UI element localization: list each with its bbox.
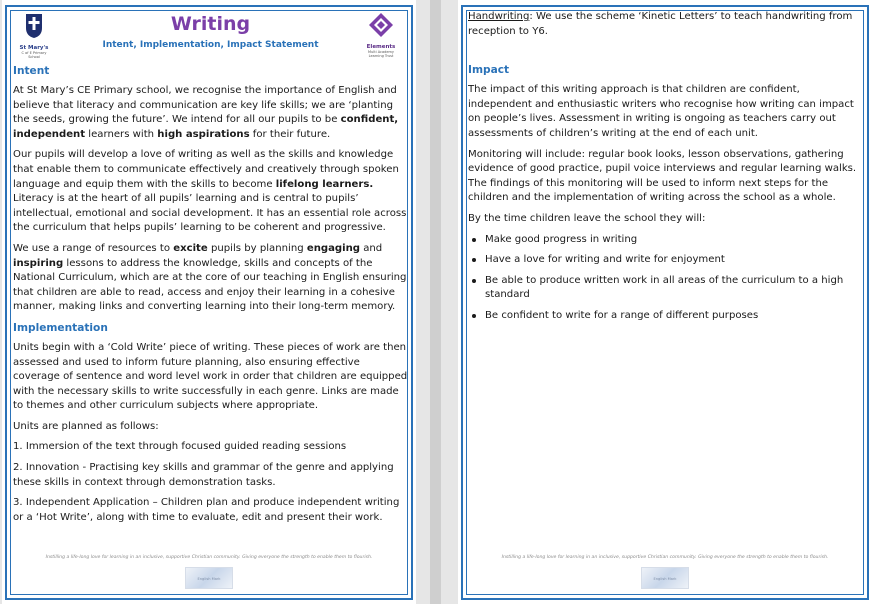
footer-motto: Instilling a life-long love for learning in an inclusive, supportive Christian community. Giving everyone the strength to enable them to flourish. xyxy=(501,555,829,560)
implementation-heading: Implementation xyxy=(13,321,108,334)
elements-diamond-icon xyxy=(360,12,402,38)
document-header xyxy=(13,8,408,64)
page-right xyxy=(458,0,872,604)
intent-paragraph-1: At St Mary’s CE Primary school, we recognise the importance of English and believe that literacy and communication are key life skills; we are ‘planting the seeds, growing the future’. We intend for all our pupils to be confident, independent learners with high aspirations for their future. xyxy=(13,85,399,140)
elements-logo-subtext: Multi Academy Learning Trust xyxy=(368,49,394,58)
implementation-step-3: 3. Independent Application – Children plan and produce independent writing or a ‘Hot Write’, along with time to evaluate, edit and present their work. xyxy=(13,497,400,523)
page-content xyxy=(468,10,864,330)
list-item: Make good progress in writing xyxy=(468,233,864,248)
implementation-step-2: 2. Innovation - Practising key skills and grammar of the genre and applying these skills in context through demonstration tasks. xyxy=(13,462,394,488)
elements-logo-name: Elements xyxy=(366,43,396,50)
school-logo-name: St Mary's xyxy=(19,44,49,51)
intent-paragraph-2: Our pupils will develop a love of writing as well as the skills and knowledge that enable them to communicate effectively and creatively through spoken language and equip them with the skills to become lifelong learners. Literacy is at the heart of all pupils’ learning and is central to pupils’ intellectual, emotional and social development. It has an essential role across the curriculum that helps pupils’ learning to be coherent and progressive. xyxy=(13,149,407,234)
implementation-paragraph-2: Units are planned as follows: xyxy=(13,420,159,432)
school-logo-subtext: C of E Primary School xyxy=(21,50,47,59)
implementation-step-1: 1. Immersion of the text through focused guided reading sessions xyxy=(13,441,347,453)
intent-paragraph-3: We use a range of resources to excite pupils by planning engaging and inspiring lessons to address the knowledge, skills and concepts of the National Curriculum, which are at the core of our teaching in English ensuring that children are able to read, access and enjoy their learning in a cohesive manner, making links and converting learning into their long-term memory. xyxy=(13,242,407,313)
handwriting-label: Handwriting xyxy=(468,11,530,22)
page-content xyxy=(13,8,408,531)
handwriting-paragraph: Handwriting: We use the scheme ‘Kinetic Letters’ to teach handwriting from reception to Y6. xyxy=(468,11,853,37)
implementation-paragraph-1: Units begin with a ‘Cold Write’ piece of writing. These pieces of work are then assessed and used to inform future planning, also ensuring effective coverage of sentence and word level work in order that children are equipped with the necessary skills to write successfully in each genre. Links are made to themes and other curriculum subjects where appropriate. xyxy=(13,341,408,412)
page-gap-scrollbar[interactable] xyxy=(430,0,441,604)
page-subtitle: Intent, Implementation, Impact Statement xyxy=(102,40,319,50)
page-left xyxy=(2,0,416,604)
footer-logo: English Mark xyxy=(185,567,233,589)
footer-logo: English Mark xyxy=(641,567,689,589)
impact-outcomes-list xyxy=(468,233,864,324)
footer-motto: Instilling a life-long love for learning in an inclusive, supportive Christian community. Giving everyone the strength to enable them to flourish. xyxy=(45,555,373,560)
impact-heading: Impact xyxy=(468,64,510,77)
impact-paragraph-3: By the time children leave the school they will: xyxy=(468,212,706,224)
list-item: Be able to produce written work in all areas of the curriculum to a high standard xyxy=(468,274,864,303)
impact-paragraph-1: The impact of this writing approach is that children are confident, independent and enthusiastic writers who recognise how writing can impact on people’s lives. Assessment in writing is ongoing as teachers carry out assessments of children’s writing at the end of each unit. xyxy=(468,84,854,139)
list-item: Have a love for writing and write for enjoyment xyxy=(468,253,864,268)
page-title: Writing xyxy=(170,13,251,35)
list-item: Be confident to write for a range of different purposes xyxy=(468,309,864,324)
impact-paragraph-2: Monitoring will include: regular book looks, lesson observations, gathering evidence of good practice, pupil voice interviews and regular learning walks. The findings of this monitoring will be used to inform next steps for the children and the implementation of writing across the school as a whole. xyxy=(468,148,857,204)
elements-logo xyxy=(360,12,402,58)
intent-heading: Intent xyxy=(13,65,50,77)
